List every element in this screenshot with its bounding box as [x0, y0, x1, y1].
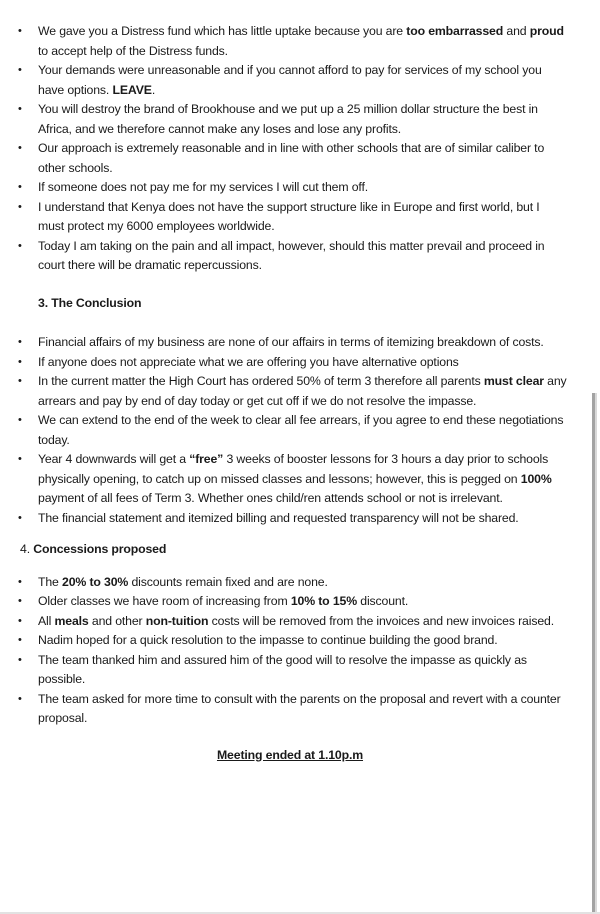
bullet-icon: • — [18, 355, 22, 368]
bullet-icon: • — [18, 375, 22, 387]
bullet-icon: • — [18, 453, 22, 465]
item-text: and other — [88, 613, 146, 628]
list-item — [0, 592, 590, 612]
item-text: Our approach is extremely reasonable and in line with other schools that are of similar caliber to other schools. — [38, 141, 545, 175]
item-text: We can extend to the end of the week to clear all fee arrears, if you agree to end these negotiations today. — [38, 413, 564, 447]
bullet-icon: • — [18, 239, 22, 252]
list-item — [0, 61, 590, 100]
bold-text: 10% to 15% — [290, 594, 357, 608]
bold-text: too embarrassed — [406, 24, 504, 38]
bullet-icon: • — [18, 634, 22, 646]
bullet-icon: • — [18, 511, 22, 524]
bold-text: non-tuition — [145, 613, 209, 628]
item-text: 3 weeks of booster lessons for 3 hours a day prior to schools physically opening, to catch up on missed classes and lessons; however, this is pegged on — [38, 452, 549, 486]
bullet-icon: • — [18, 200, 22, 213]
bullet-icon: • — [18, 103, 22, 115]
page-edge-shadow — [595, 393, 597, 914]
list-item — [0, 237, 590, 276]
bullet-icon: • — [18, 692, 22, 705]
list-item — [0, 411, 590, 450]
item-text: The — [38, 574, 63, 589]
bullet-icon: • — [18, 595, 22, 607]
item-text: Nadim hoped for a quick resolution to the impasse to continue building the good brand. — [38, 633, 498, 647]
list-item — [0, 178, 590, 198]
bullet-icon: • — [18, 142, 22, 154]
item-text: The team asked for more time to consult with the parents on the proposal and revert with a counter proposal. — [38, 691, 561, 725]
meeting-ended-note: Meeting ended at 1.10p.m — [216, 747, 364, 762]
section4-number: 4. — [20, 542, 30, 556]
item-text: In the current matter the High Court has ordered 50% of term 3 therefore all parents — [38, 374, 484, 388]
list-item — [0, 139, 590, 178]
document-body — [0, 22, 590, 765]
item-text: Today I am taking on the pain and all impact, however, should this matter prevail and proceed in court there will be dramatic repercussions. — [38, 238, 545, 272]
item-text: The team thanked him and assured him of the good will to resolve the impasse as quickly as possible. — [38, 652, 527, 686]
list-item — [0, 509, 590, 529]
item-text: discounts remain fixed and are none. — [128, 574, 328, 589]
bold-text: meals — [54, 613, 89, 628]
section4-title: Concessions proposed — [33, 542, 167, 556]
bullet-icon: • — [18, 614, 22, 627]
item-text: and — [503, 24, 530, 38]
item-text: payment of all fees of Term 3. Whether ones child/ren attends school or not is irrelevant. — [38, 491, 503, 505]
item-text: Year 4 downwards will get a — [38, 452, 190, 466]
list-item — [0, 651, 590, 690]
item-text: If anyone does not appreciate what we are offering you have alternative options — [38, 354, 459, 369]
item-text: . — [151, 82, 156, 97]
bold-text: must clear — [483, 374, 544, 388]
list-item — [0, 100, 590, 139]
bullet-icon: • — [18, 336, 22, 348]
list-item — [0, 22, 590, 61]
section3-list — [0, 333, 590, 528]
item-text: We gave you a Distress fund which has little uptake because you are — [38, 24, 407, 38]
list-item — [0, 198, 590, 237]
list-item — [0, 450, 590, 509]
section2-list — [0, 22, 590, 276]
list-item — [0, 573, 590, 593]
item-text: Older classes we have room of increasing from — [38, 594, 291, 608]
item-text: The financial statement and itemized billing and requested transparency will not be shared. — [38, 510, 519, 525]
bold-text: 20% to 30% — [62, 574, 129, 589]
bullet-icon: • — [18, 575, 22, 588]
item-text: If someone does not pay me for my services I will cut them off. — [38, 180, 368, 194]
item-text: I understand that Kenya does not have the support structure like in Europe and first world, but I must protect my 6000 employees worldwide. — [38, 199, 540, 233]
bullet-icon: • — [18, 181, 22, 193]
item-text: to accept help of the Distress funds. — [38, 43, 228, 58]
list-item — [0, 612, 590, 632]
item-text: Financial affairs of my business are none of our affairs in terms of itemizing breakdown of costs. — [38, 335, 544, 349]
bullet-icon: • — [18, 414, 22, 426]
list-item — [0, 631, 590, 651]
bold-text: proud — [529, 24, 564, 38]
list-item — [0, 353, 590, 373]
section3-heading: 3. The Conclusion — [38, 295, 142, 310]
bold-text: 100% — [520, 471, 552, 486]
item-text: any arrears and pay by end of day today or get cut off if we do not resolve the impasse. — [38, 374, 567, 408]
bullet-icon: • — [18, 64, 22, 76]
bold-text: LEAVE — [112, 82, 152, 97]
list-item — [0, 372, 590, 411]
list-item — [0, 333, 590, 353]
bullet-icon: • — [18, 653, 22, 666]
item-text: All — [38, 613, 55, 628]
section4-heading — [20, 540, 590, 560]
item-text: You will destroy the brand of Brookhouse and we put up a 25 million dollar structure the best in Africa, and we therefore cannot make any loses and lose any profits. — [38, 102, 538, 136]
bold-text: “free” — [189, 452, 224, 466]
bullet-icon: • — [18, 25, 22, 37]
section4-list — [0, 573, 590, 729]
item-text: discount. — [356, 594, 409, 608]
item-text: Your demands were unreasonable and if you cannot afford to pay for services of my school you have options. — [38, 63, 542, 97]
list-item — [0, 690, 590, 729]
item-text: costs will be removed from the invoices and new invoices raised. — [208, 613, 554, 628]
